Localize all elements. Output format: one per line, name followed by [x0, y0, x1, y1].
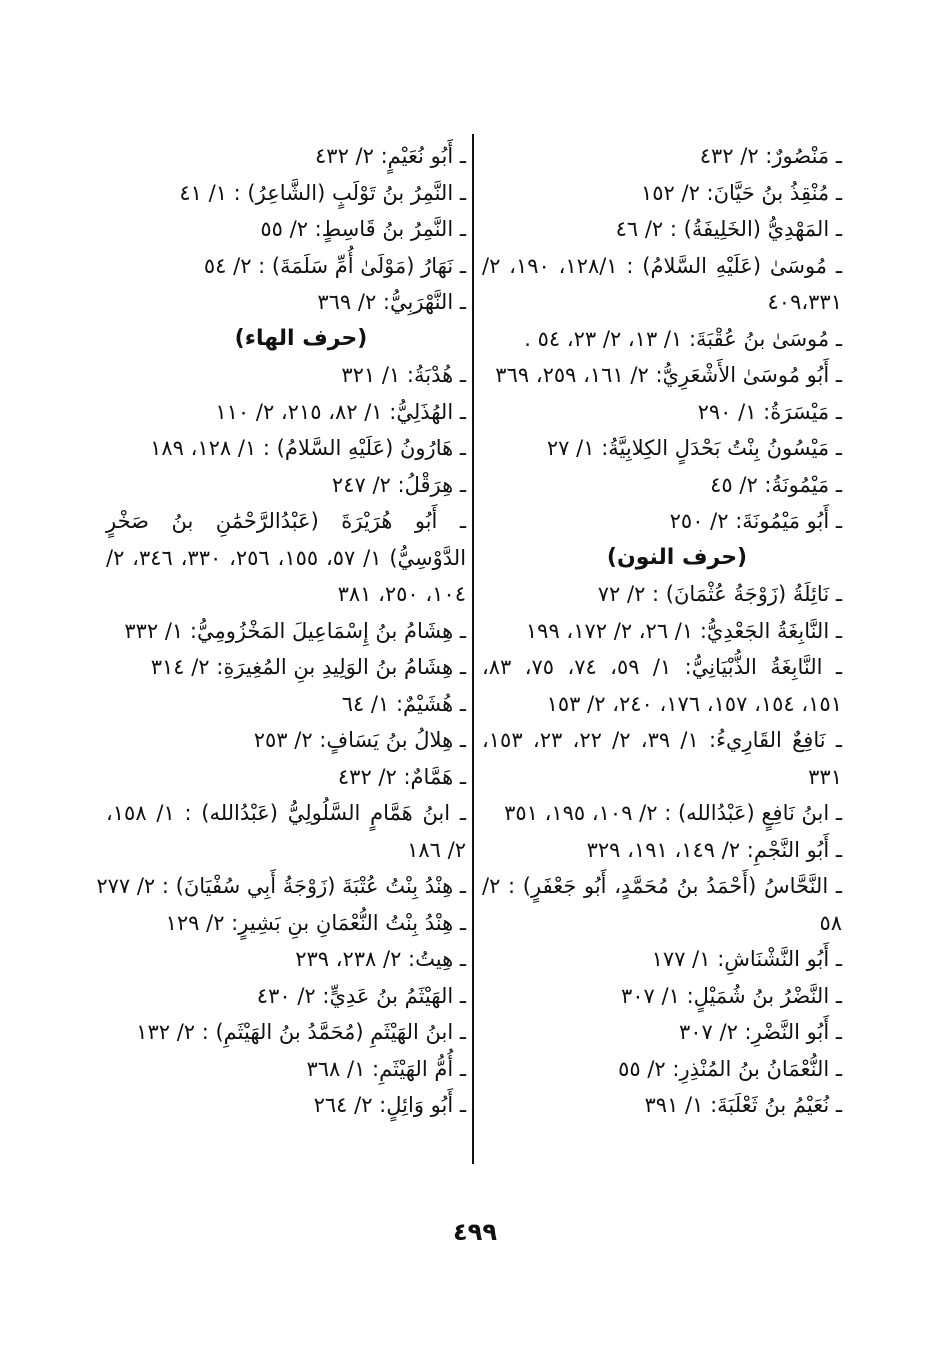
index-entry: ـ هَمَّامٌ: ٢/ ٤٣٢ [337, 764, 466, 789]
index-entry: ـ النَّضْرُ بنُ شُمَيْلٍ: ١/ ٣٠٧ [621, 983, 842, 1008]
index-entry: ـ مُوسَىٰ بنُ عُقْبَةَ: ١/ ١٣، ٢/ ٢٣، ٥٤ . [524, 326, 842, 351]
index-entry: ـ هُدْبَةُ: ١/ ٣٢١ [341, 363, 466, 387]
index-entry: ـ مُوسَىٰ (عَلَيْهِ السَّلامُ) : ١٢٨/١، ١٩٠، ٢/ ٤٠٩،٣٣١ [482, 253, 843, 314]
index-entry: ـ أَبُو النَّشْنَاشِ: ١/ ١٧٧ [651, 947, 842, 971]
index-entry: ـ هِلالُ بنُ يَسَافٍ: ٢/ ٢٥٣ [253, 728, 466, 752]
index-entry: ـ هِنْدُ بِنْتُ النُّعْمَانِ بنِ بَشِيرٍ: ٢/ ١٢٩ [165, 910, 466, 935]
index-entry: ـ أُمُّ الهَيْثَمِ: ١/ ٣٦٨ [306, 1056, 466, 1081]
index-entry: ـ هُشَيْمٌ: ١/ ٦٤ [341, 691, 466, 716]
index-entry: ـ أَبُو هُرَيْرَةَ (عَبْدُالرَّحْمَٰنِ بنُ صَخْرٍ الدَّوْسِيُّ) ١/ ٥٧، ١٥٥، ٢٥٦، ٣٣٠، ٣٤٦، ٢/ ١٠٤، ٢٥٠، ٣٨١ [106, 509, 467, 606]
column-divider [472, 134, 474, 1164]
index-entry: ـ هِشَامُ بنُ إِسْمَاعِيلَ المَخْزُومِيُّ: ١/ ٣٣٢ [124, 618, 466, 643]
index-entry: ـ الهَيْثَمُ بنُ عَدِيٍّ: ٢/ ٤٣٠ [256, 983, 466, 1008]
index-entry: ـ أَبُو النَّضْرِ: ٢/ ٣٠٧ [678, 1020, 842, 1044]
index-entry: ـ نَائِلَةُ (زَوْجَةُ عُثْمَانَ) : ٢/ ٧٢ [597, 582, 842, 606]
index-entry: ـ ابنُ هَمَّامٍ السَّلُولِيُّ (عَبْدُالله) : ١/ ١٥٨، ٢/ ١٨٦ [106, 801, 466, 862]
index-entry: ـ أَبُو مَيْمُونَةَ: ٢/ ٢٥٠ [669, 509, 842, 533]
page-number: ٤٩٩ [453, 1218, 497, 1246]
index-entry: ـ مَيْسُونُ بِنْتُ بَحْدَلٍ الكِلابِيَّةُ: ١/ ٢٧ [546, 436, 842, 460]
index-entry: ـ هِيتُ: ٢/ ٢٣٨، ٢٣٩ [295, 947, 466, 971]
index-entry: ـ أَبُو مُوسَىٰ الأَشْعَرِيُّ: ٢/ ١٦١، ٢٥٩، ٣٦٩ [495, 363, 842, 387]
index-entry: ـ ابنُ نَافِعٍ (عَبْدُالله) : ٢/ ١٠٩، ١٩٥، ٣٥١ [504, 801, 842, 825]
index-entry: ـ أَبُو وَائِلٍ: ٢/ ٢٦٤ [313, 1093, 466, 1117]
index-entry: ـ نُعَيْمُ بنُ ثَعْلَبَةَ: ١/ ٣٩١ [644, 1093, 842, 1117]
index-entry: ـ نَافِعٌ القَارِيءُ: ١/ ٣٩، ٢/ ٢٢، ٢٣، ١٥٣، ٣٣١ [482, 728, 843, 789]
index-entry: ـ نَهَارُ (مَوْلَىٰ أُمِّ سَلَمَةَ) : ٢/ ٥٤ [203, 253, 466, 278]
index-entry: ـ مَيْسَرَةُ: ١/ ٢٩٠ [697, 399, 842, 424]
index-entry: ـ هِرَقْلُ: ٢/ ٢٤٧ [331, 472, 466, 497]
index-entry: ـ النَّهْرَبِيُّ: ٢/ ٣٦٩ [317, 290, 466, 314]
index-entry: ـ أَبُو النَّجْمِ: ٢/ ١٤٩، ١٩١، ٣٢٩ [586, 837, 842, 862]
index-entry: ـ مَنْصُورٌ: ٢/ ٤٣٢ [699, 144, 842, 168]
index-entry: ـ أَبُو نُعَيْمٍ: ٢/ ٤٣٢ [315, 144, 466, 168]
index-entry: ـ مَيْمُونَةُ: ٢/ ٤٥ [710, 472, 842, 497]
index-entry: ـ المَهْدِيُّ (الخَلِيفَةُ) : ٢/ ٤٦ [615, 217, 842, 241]
index-entry: ـ النَّمِرُ بنُ قَاسِطٍ: ٢/ ٥٥ [260, 217, 466, 241]
index-entry: ـ النَّابِغَةُ الذُّبْيَانِيُّ: ١/ ٥٩، ٧٤، ٧٥، ٨٣، ١٥١، ١٥٤، ١٥٧، ١٧٦، ٢٤٠، ٢/ ١٥٣ [482, 655, 842, 716]
section-heading: (حرف النون) [606, 544, 748, 570]
index-column-left [96, 138, 467, 1124]
index-column-right [482, 138, 842, 1124]
index-entry: ـ النَّمِرُ بنُ تَوْلَبٍ (الشَّاعِرُ) : ١/ ٤١ [179, 180, 466, 205]
index-entry: ـ مُنْقِذُ بنُ حَيَّانَ: ٢/ ١٥٢ [640, 180, 842, 205]
index-entry: ـ النَّحَّاسُ (أَحْمَدُ بنُ مُحَمَّدٍ، أَبُو جَعْفَرٍ) : ٢/ ٥٨ [482, 874, 842, 935]
index-entry: ـ النُّعْمَانُ بنُ المُنْذِرِ: ٢/ ٥٥ [618, 1056, 842, 1081]
index-entry: ـ الهُذَلِيُّ: ١/ ٨٢، ٢١٥، ٢/ ١١٠ [215, 399, 466, 424]
index-entry: ـ هِشَامُ بنُ الوَلِيدِ بنِ المُغِيرَةِ: ٢/ ٣١٤ [150, 655, 466, 679]
section-heading: (حرف الهاء) [234, 325, 368, 351]
index-entry: ـ النَّابِغَةُ الجَعْدِيُّ: ١/ ٢٦، ٢/ ١٧٢، ١٩٩ [525, 618, 842, 643]
index-entry: ـ هِنْدُ بِنْتُ عُتْبَةَ (زَوْجَةُ أَبِي سُفْيَانَ) : ٢/ ٢٧٧ [96, 874, 466, 898]
index-entry: ـ ابنُ الهَيْثَمِ (مُحَمَّدُ بنُ الهَيْثَمِ) : ٢/ ١٣٢ [136, 1020, 466, 1044]
index-entry: ـ هَارُونُ (عَلَيْهِ السَّلامُ) : ١/ ١٢٨، ١٨٩ [150, 436, 466, 460]
